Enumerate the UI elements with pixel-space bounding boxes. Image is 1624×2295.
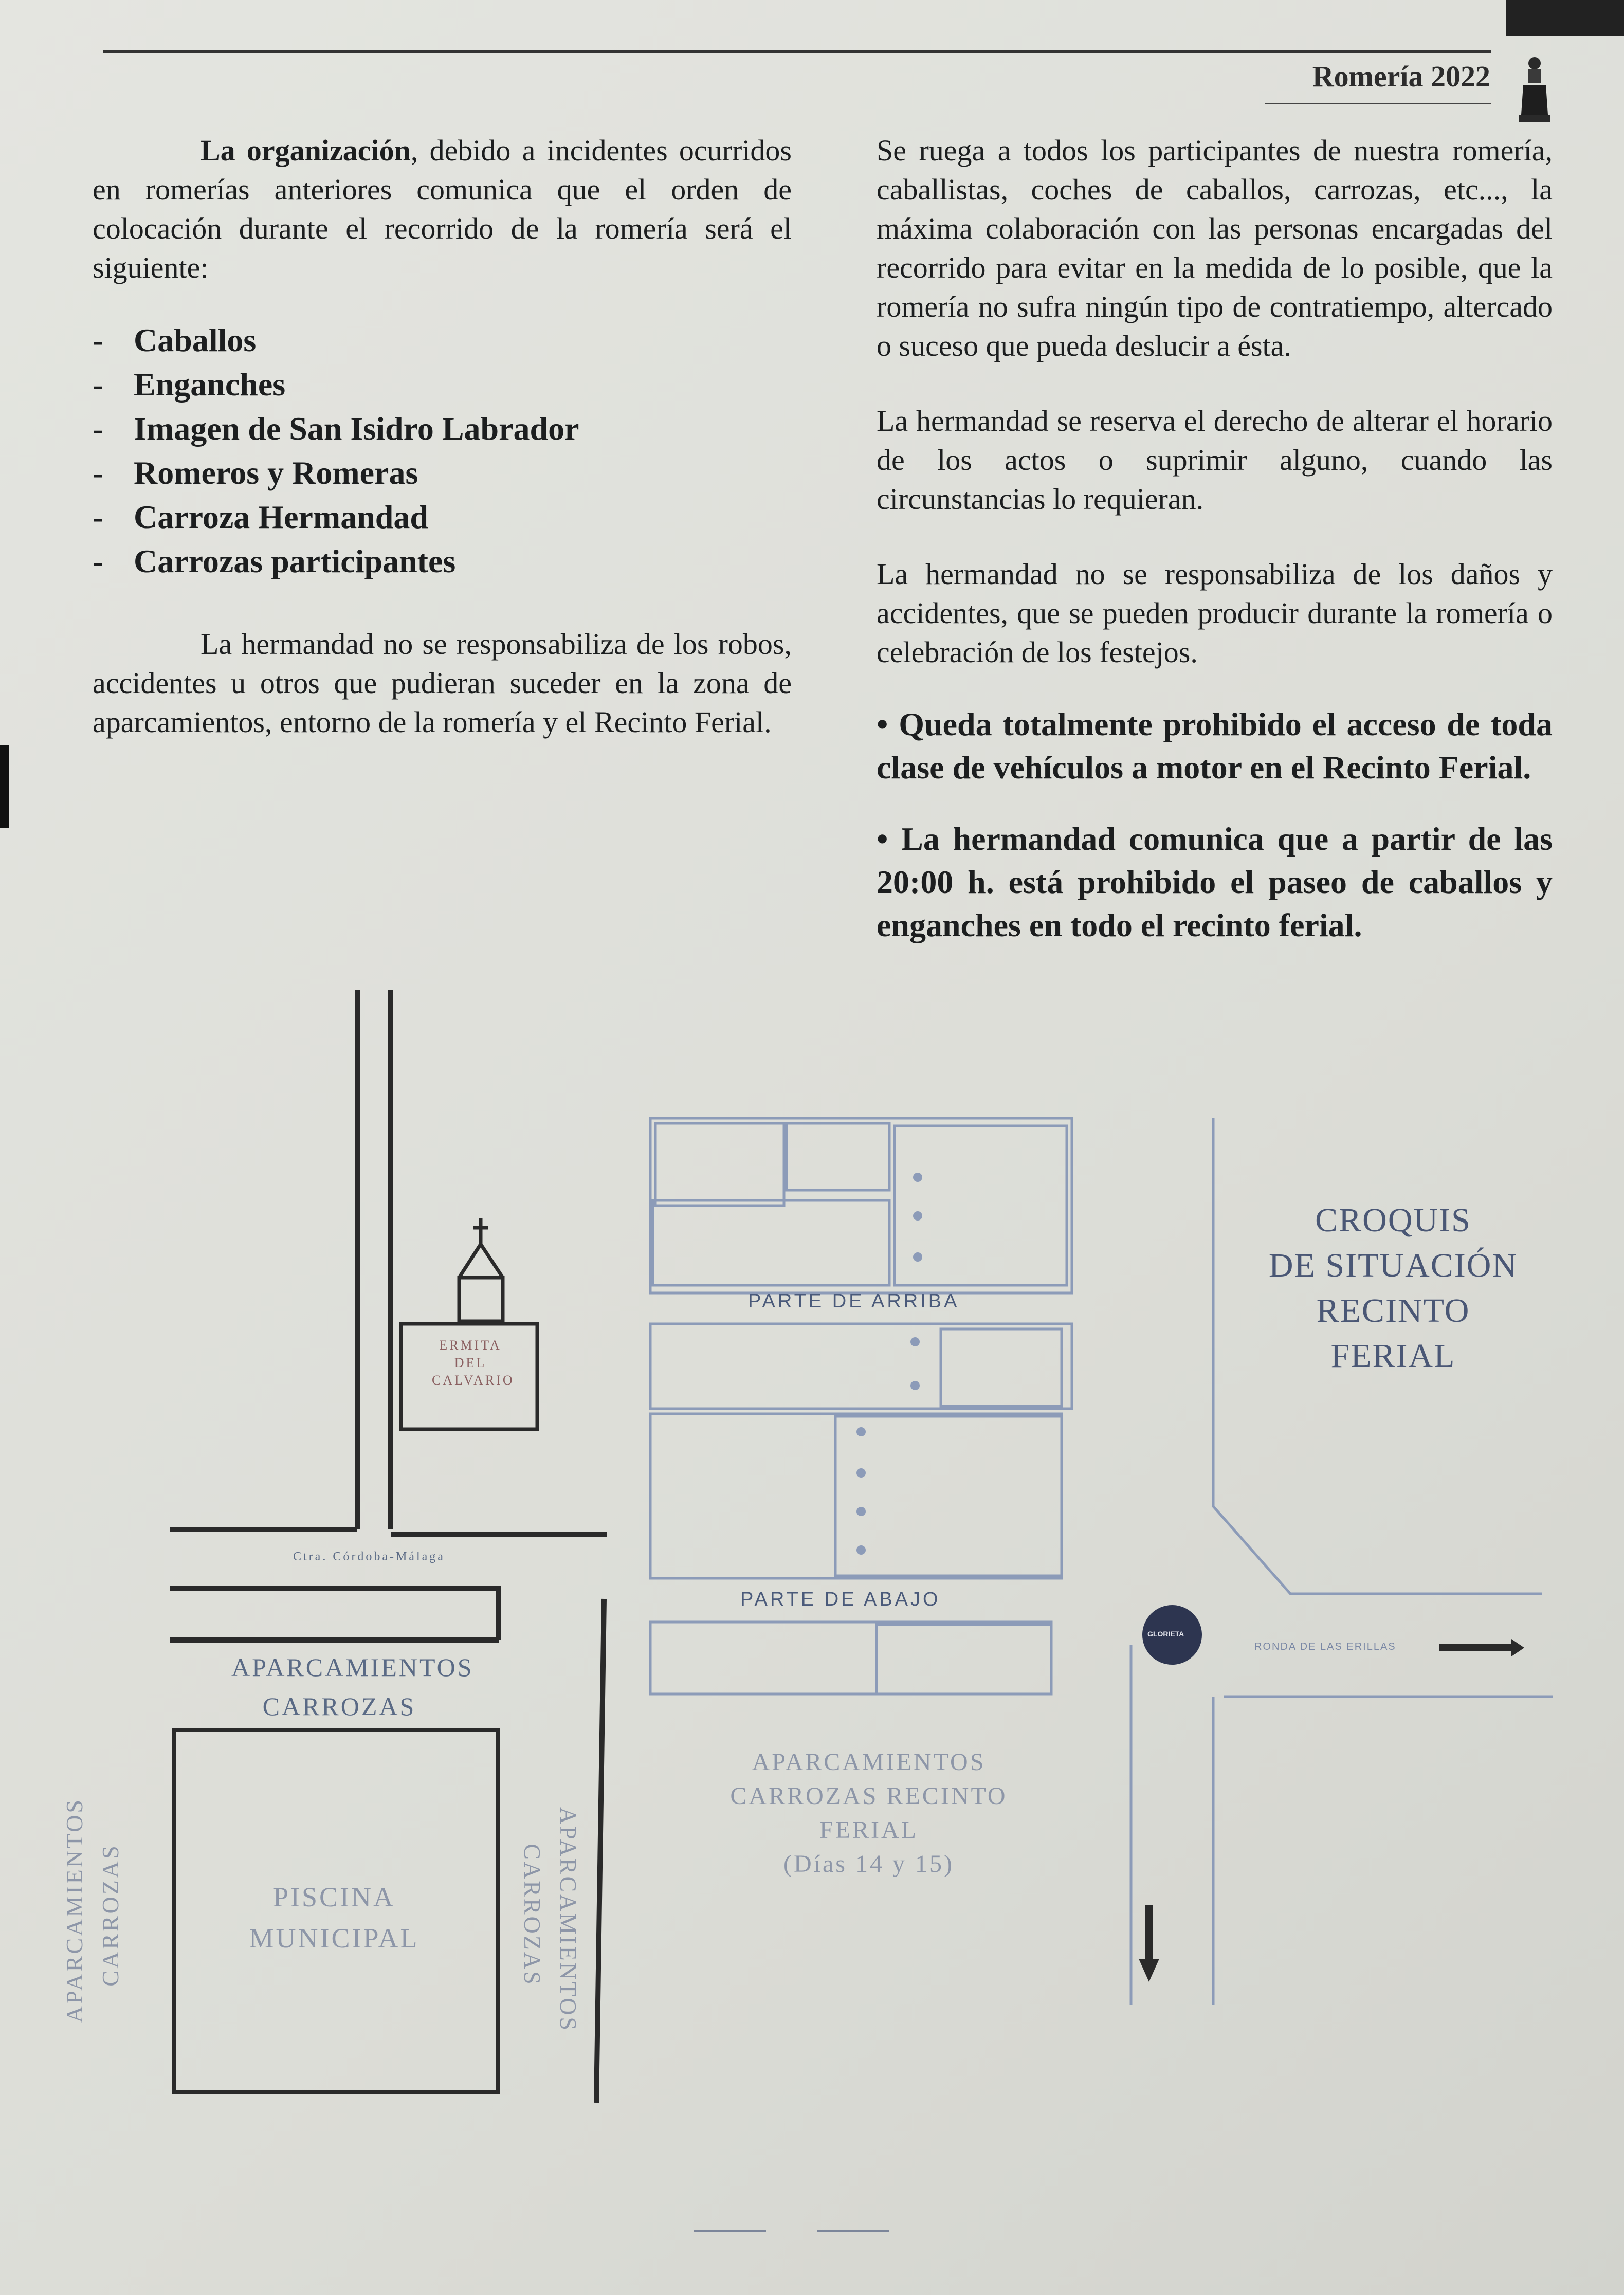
recinto-line: APARCAMIENTOS — [752, 1748, 986, 1776]
croquis-line: DE SITUACIÓN — [1268, 1247, 1518, 1284]
list-item — [93, 539, 792, 584]
cooperation-paragraph: Se ruega a todos los participantes de nuestra romería, caballistas, coches de caballos, carrozas, etc..., la máxima colaboración con las personas encargadas del recorrido para evitar en la medida de lo posible, que la romería no sufra ningún tipo de contratiempo, altercado o suceso que pueda deslucir a ésta. — [877, 134, 1553, 362]
photo-edge-shadow — [1506, 0, 1624, 36]
list-item — [93, 318, 792, 362]
side-mid-label — [514, 1807, 586, 2032]
vehicle-ban-text: Queda totalmente prohibido el acceso de toda clase de vehículos a motor en el Recinto Ferial. — [877, 706, 1553, 786]
ermita-label-line: ERMITA — [439, 1338, 502, 1353]
intro-lead: La organización — [200, 134, 411, 167]
header-rule — [103, 50, 1491, 53]
side-mid-line: CARROZAS — [519, 1844, 545, 1987]
side-left-line: CARROZAS — [97, 1844, 123, 1987]
ermita-label-line: CALVARIO — [432, 1373, 515, 1388]
intro-paragraph — [93, 131, 792, 287]
recinto-line: CARROZAS RECINTO FERIAL — [730, 1782, 1008, 1844]
list-item-label: Enganches — [134, 366, 286, 403]
list-item — [93, 495, 792, 539]
side-left-label — [57, 1798, 129, 2023]
damages-paragraph: La hermandad no se responsabiliza de los daños y accidentes, que se pueden producir durante la romería o celebración de los festejos. — [877, 557, 1553, 669]
list-marker: - — [93, 410, 104, 447]
recinto-parking-label — [684, 1745, 1054, 1881]
piscina-line: PISCINA — [272, 1882, 396, 1913]
road-label: Ctra. Córdoba-Málaga — [293, 1550, 445, 1563]
croquis-line: FERIAL — [1330, 1337, 1456, 1375]
ermita-label-line: DEL — [454, 1355, 487, 1370]
side-mid-line: APARCAMIENTOS — [555, 1807, 581, 2032]
photo-edge-mark — [0, 745, 9, 828]
disclaimer-paragraph: La hermandad no se responsabiliza de los robos, accidentes u otros que pudieran suceder en la zona de aparcamientos, entorno de la romería y el Recinto Ferial. — [93, 627, 792, 739]
list-item — [93, 407, 792, 451]
carrozas-line: CARROZAS — [262, 1692, 416, 1721]
list-item-label: Carroza Hermandad — [134, 499, 428, 535]
list-item-label: Romeros y Romeras — [134, 454, 418, 491]
list-item-label: Caballos — [134, 322, 257, 358]
side-left-line: APARCAMIENTOS — [61, 1798, 87, 2023]
down-arrow-icon — [1139, 1905, 1159, 1982]
municipal-line: MUNICIPAL — [249, 1923, 419, 1954]
bullet-marker: • — [877, 821, 888, 857]
list-item-label: Imagen de San Isidro Labrador — [134, 410, 579, 447]
recinto-dates: (Días 14 y 15) — [783, 1850, 954, 1878]
list-item — [93, 451, 792, 495]
piscina-label — [226, 1877, 442, 1959]
list-marker: - — [93, 322, 104, 358]
right-column — [877, 131, 1553, 947]
header-underline — [1265, 103, 1491, 104]
footer-rule — [684, 2224, 900, 2239]
list-item — [93, 362, 792, 407]
vehicle-ban-notice — [877, 703, 1553, 789]
ronda-label: RONDA DE LAS ERILLAS — [1254, 1641, 1396, 1652]
parte-abajo-label: PARTE DE ABAJO — [740, 1589, 941, 1610]
glorieta-label: GLORIETA — [1147, 1630, 1184, 1638]
ermita-label — [432, 1337, 515, 1389]
list-marker: - — [93, 454, 104, 491]
list-marker: - — [93, 366, 104, 403]
intro-text: , debido a incidentes ocurridos en romerías anteriores comunica que el orden de colocación durante el recorrido de la romería será el siguiente: — [93, 134, 792, 284]
ronda-arrow-icon — [1439, 1639, 1524, 1656]
croquis-line: RECINTO — [1316, 1292, 1470, 1329]
ermita-church-icon — [401, 1218, 537, 1429]
list-marker: - — [93, 543, 104, 579]
horse-ban-notice — [877, 817, 1553, 947]
croquis-title — [1254, 1198, 1532, 1379]
parte-arriba-label: PARTE DE ARRIBA — [748, 1290, 960, 1312]
procession-order-list — [93, 318, 792, 584]
horse-ban-text: La hermandad comunica que a partir de las 20:00 h. está prohibido el paseo de caballos y enganches en todo el recinto ferial. — [877, 821, 1553, 943]
bullet-marker: • — [877, 706, 888, 742]
schedule-paragraph: La hermandad se reserva el derecho de alterar el horario de los actos o suprimir alguno, cuando las circunstancias lo requieran. — [877, 404, 1553, 516]
croquis-line: CROQUIS — [1315, 1201, 1471, 1239]
list-item-label: Carrozas participantes — [134, 543, 456, 579]
aparcamientos-line: APARCAMIENTOS — [231, 1653, 474, 1682]
aparcamientos-carrozas-label — [231, 1648, 474, 1726]
page-header-title: Romería 2022 — [1312, 60, 1490, 93]
statue-logo-icon — [1514, 54, 1555, 126]
left-column — [93, 131, 792, 742]
list-marker: - — [93, 499, 104, 535]
